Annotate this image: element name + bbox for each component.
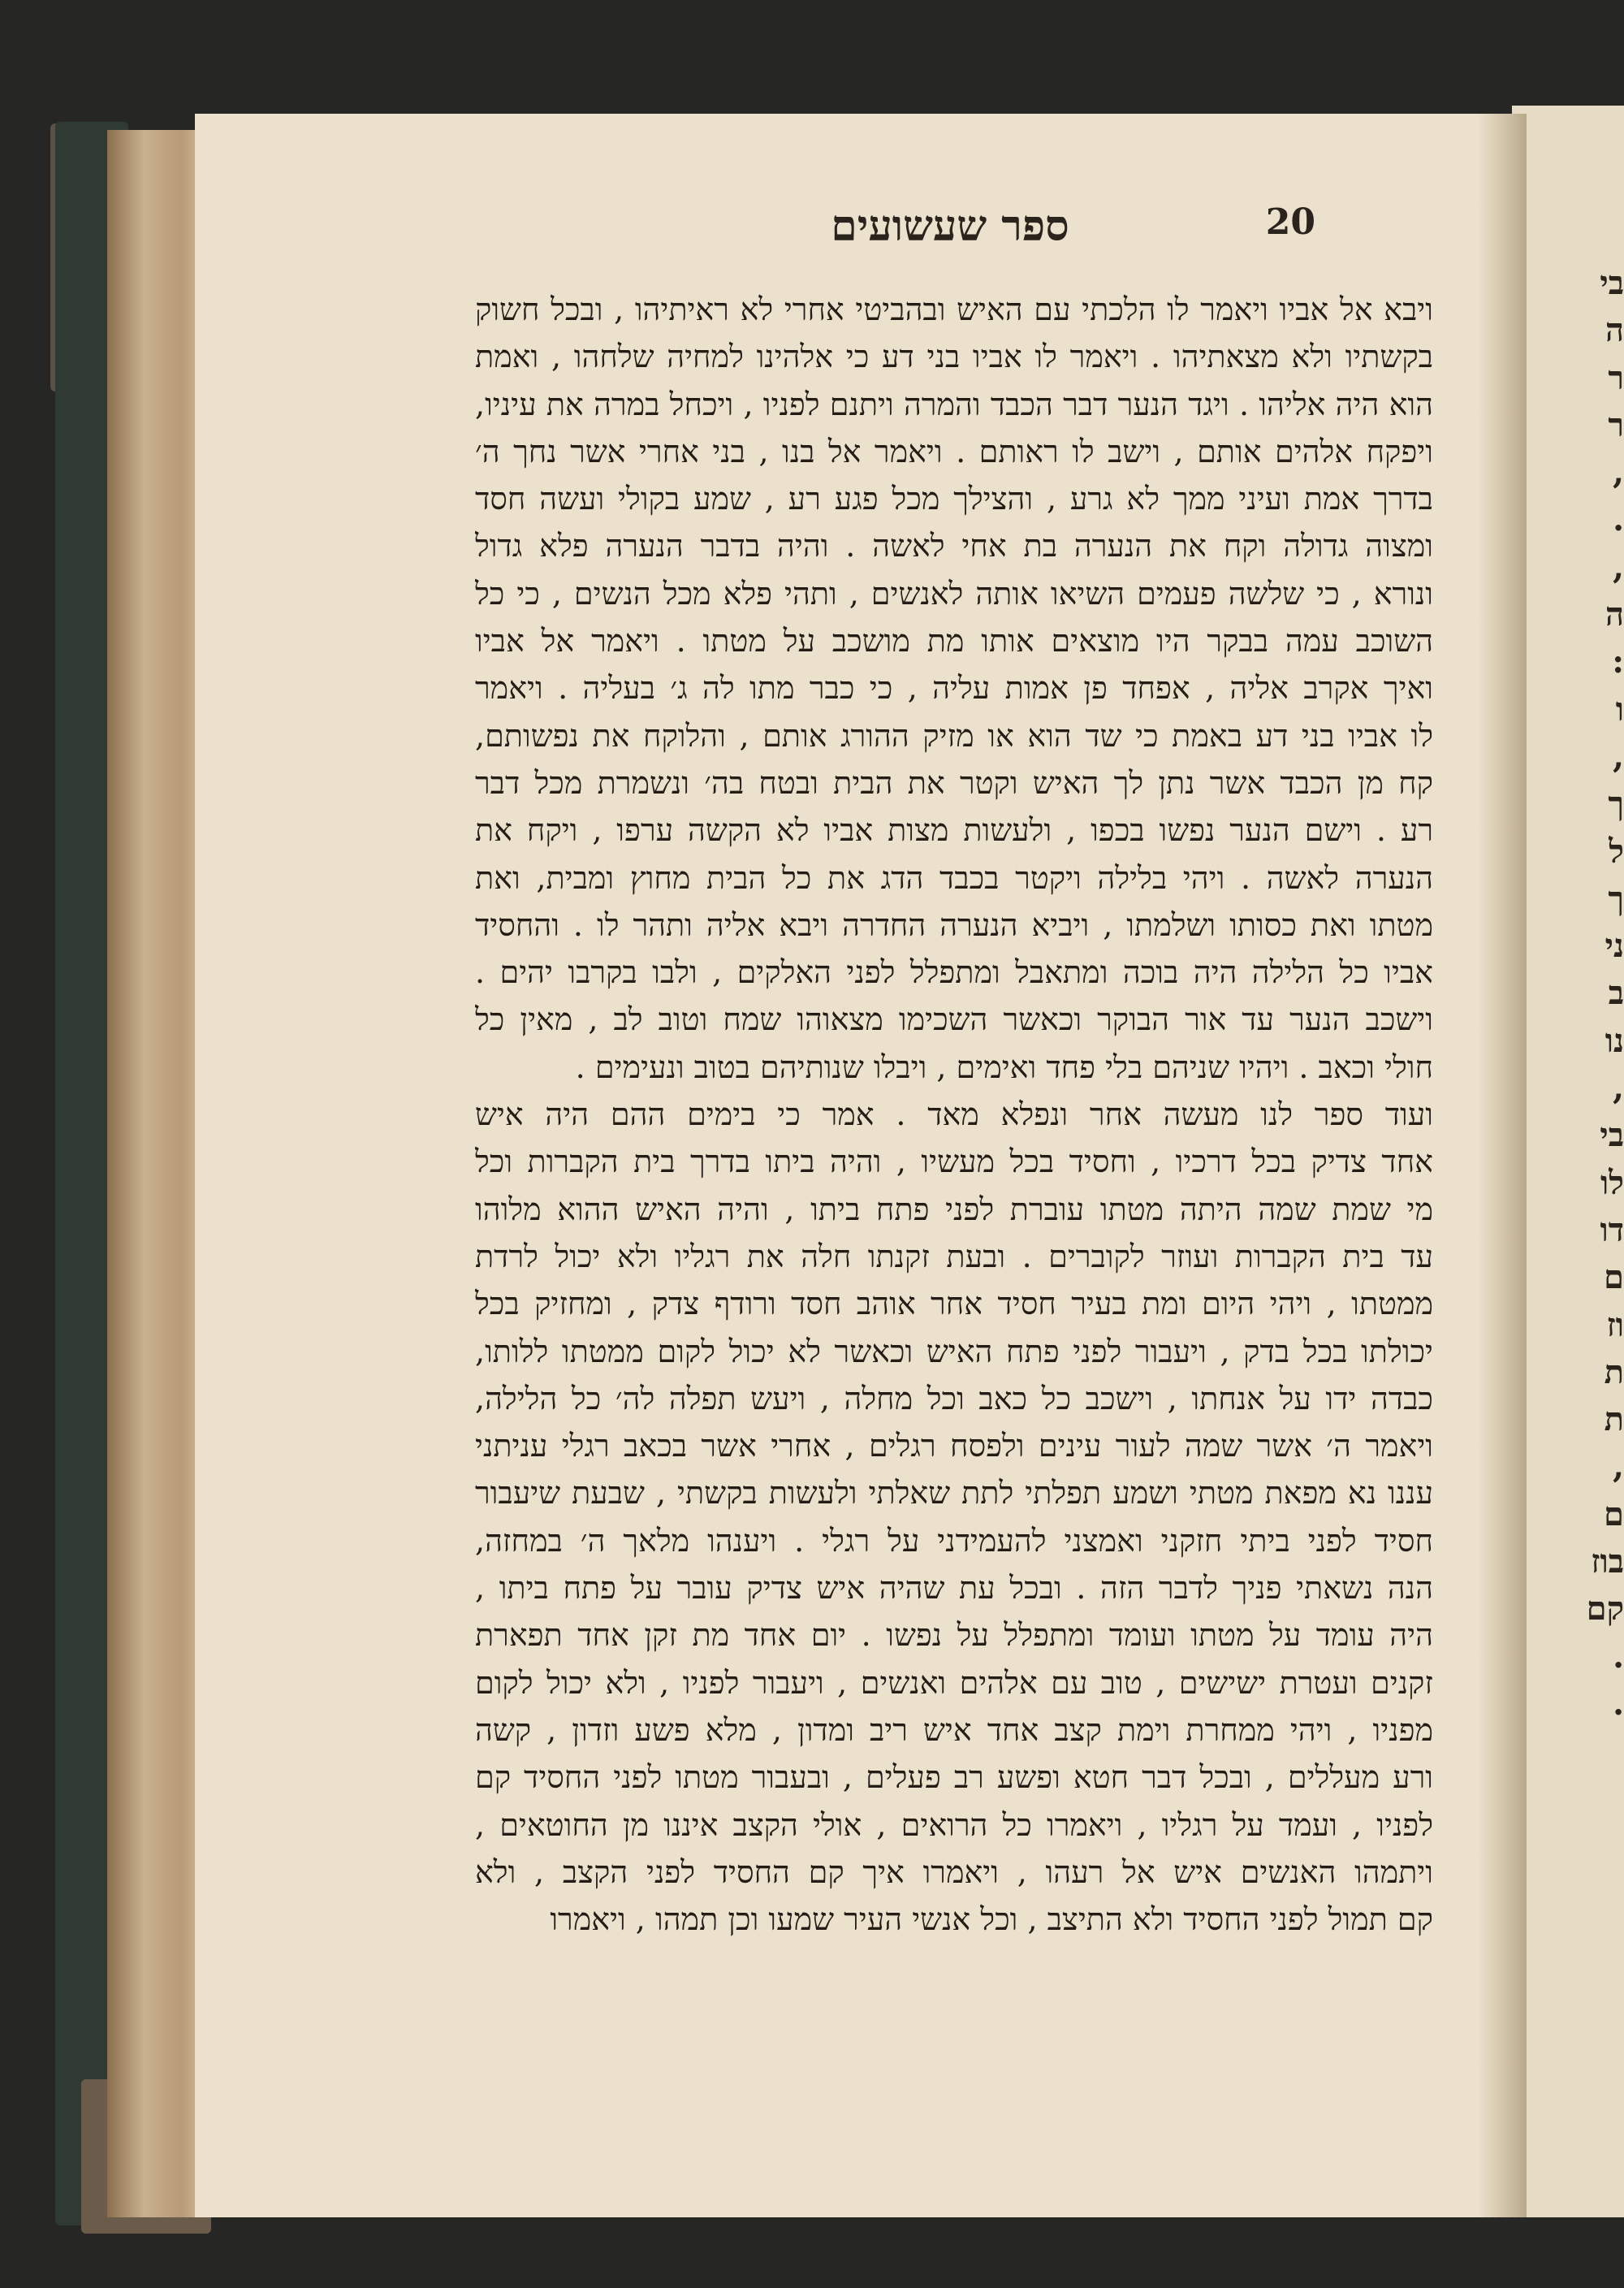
text-line: לו אביו בני דע באמת כי שד הוא או מזיק ההורג אותם , והלוקח את נפשותם, (475, 717, 1433, 754)
text-line: ממטתו , ויהי היום ומת בעיר חסיד אחר אוהב חסד ורודף צדק , ומחזיק בכל (475, 1286, 1433, 1322)
facing-page-fragment: ר (1608, 405, 1624, 444)
facing-page-fragment: . (1613, 1684, 1624, 1723)
facing-page-fragment: וז (1606, 1305, 1624, 1344)
facing-page-fragment: ה (1605, 311, 1624, 350)
text-line: רע . וישם הנער נפשו בכפו , ולעשות מצות אביו לא הקשה ערפו , ויקח את (475, 812, 1433, 849)
text-line: ועוד ספר לנו מעשה אחר ונפלא מאד . אמר כי בימים ההם היה איש (475, 1096, 1433, 1133)
facing-page-fragment: ת (1604, 1352, 1624, 1391)
text-line: לפניו , ועמד על רגליו , ויאמרו כל הרואים , אולי הקצב איננו מן החוטאים , (475, 1806, 1433, 1843)
text-line: הנה נשאתי פניך לדבר הזה . ובכל עת שהיה איש צדיק עובר על פתח ביתו , (475, 1570, 1433, 1607)
text-line: חסיד לפני ביתי חזקני ואמצני להעמידני על רגלי . ויענהו מלאך ה׳ במחזה, (475, 1522, 1433, 1559)
facing-page-fragment: ו (1615, 690, 1624, 729)
facing-page-fragment: , (1613, 453, 1624, 492)
facing-page-fragment: ם (1604, 1494, 1624, 1533)
text-line: אביו כל הלילה היה בוכה ומתאבל ומתפלל לפני האלקים , ולבו בקרבו יהים . (475, 954, 1433, 991)
text-line: מפניו , ויהי ממחרת וימת קצב אחד איש ריב ומדון , מלא פשע וזדון , קשה (475, 1711, 1433, 1748)
text-line: מטתו ואת כסותו ושלמתו , ויביא הנערה החדרה ויבא אליה ותהר לו . והחסיד (475, 906, 1433, 943)
facing-page-fragment: : (1612, 642, 1624, 681)
facing-page-fragment: , (1613, 547, 1624, 586)
facing-page-fragment: . (1613, 500, 1624, 539)
text-line: היה עומד על מטתו ועומד ומתפלל על נפשו . יום אחד מת זקן אחד תפארת (475, 1617, 1433, 1654)
facing-page-fragment: ר (1608, 358, 1624, 397)
facing-page-fragment: ך (1608, 785, 1624, 824)
facing-page-fragment: ם (1604, 1258, 1624, 1297)
text-line: הנערה לאשה . ויהי בלילה ויקטר בכבד הדג את כל הבית מחוץ ומבית, ואת (475, 859, 1433, 896)
facing-page-fragment: ה (1605, 595, 1624, 634)
text-line: ומצוה גדולה וקח את הנערה בת אחי לאשה . והיה בדבר הנערה פלא גדול (475, 528, 1433, 564)
page-gutter (1478, 114, 1527, 2217)
text-line: אחד צדיק בכל דרכיו , וחסיד בכל מעשיו , והיה ביתו בדרך בית הקברות וכל (475, 1144, 1433, 1180)
text-line: כבדה ידו על אנחתו , וישכב כל כאב וכל מחלה , ויעש תפלה לה׳ כל הלילה, (475, 1380, 1433, 1416)
text-line: עננו נא מפאת מטתי ושמע תפלתי לתת שאלתי ולעשות בקשתי , שבעת שיעבור (475, 1475, 1433, 1512)
text-line: ויבא אל אביו ויאמר לו הלכתי עם האיש ובהביטי אחרי לא ראיתיהו , ובכל חשוק (475, 292, 1433, 327)
text-line: ויתמהו האנשים איש אל רעהו , ויאמרו איך קם החסיד לפני הקצב , ולא (475, 1853, 1433, 1890)
facing-page-fragment: ת (1604, 1400, 1624, 1439)
text-line: הוא היה אליהו . ויגד הנער דבר הכבד והמרה ויתנם לפניו , ויכחל במרה את עיניו, (475, 386, 1433, 422)
text-line: ויאמר ה׳ אשר שמה לעור עינים ולפסח רגלים , אחרי אשר בכאב רגלי עניתני (475, 1428, 1433, 1464)
text-line: קם תמול לפני החסיד ולא התיצב , וכל אנשי העיר שמעו וכן תמהו , ויאמרו (550, 1901, 1433, 1938)
text-line: בדרך אמת ועיני ממך לא גרע , והצילך מכל פגע רע , שמע בקולי ועשה חסד (475, 481, 1433, 517)
facing-page-fragment: בי (1600, 264, 1624, 302)
text-line: ויפקח אלהים אותם , וישב לו ראותם . ויאמר אל בנו , בני אחרי אשר נחך ה׳ (475, 433, 1433, 469)
running-title: ספר שעשועים (831, 201, 1069, 251)
text-line: ונורא , כי שלשה פעמים השיאו אותה לאנשים , ותהי פלא מכל הנשים , כי כל (475, 575, 1433, 612)
facing-page-fragment: , (1613, 1447, 1624, 1486)
facing-page-fragment: בוז (1591, 1542, 1624, 1581)
text-line: קח מן הכבד אשר נתן לך האיש וקטר את הבית ובטח בה׳ ונשמרת מכל דבר (475, 764, 1433, 801)
facing-page-fragment: ני (1605, 927, 1624, 966)
text-line: זקנים ועטרת ישישים , טוב עם אלהים ואנשים , ויעבור לפניו , ולא יכול לקום (475, 1664, 1433, 1701)
text-line: מי שמת שמה היתה מטתו עוברת לפני פתח ביתו , והיה האיש ההוא מלוהו (475, 1191, 1433, 1227)
text-line: עד בית הקברות ועוזר לקוברים . ובעת זקנתו חלה את רגליו ולא יכול לרדת (475, 1238, 1433, 1274)
body-text (475, 286, 1433, 1943)
facing-page-fragment: , (1613, 1069, 1624, 1108)
page-header (479, 201, 1315, 266)
text-line: בקשתיו ולא מצאתיהו . ויאמר לו אביו בני דע כי אלהינו למחיה שלחהו , ואמת (475, 339, 1433, 375)
facing-page-fragment: נו (1605, 1021, 1624, 1060)
page-number: 20 (1265, 201, 1315, 243)
facing-page-fragment: ך (1608, 879, 1624, 918)
facing-page-text (1586, 260, 1624, 1728)
facing-page-fragment: , (1613, 737, 1624, 776)
text-line: יכולתו בכל בדק , ויעבור לפני פתח האיש וכאשר לא יכול לקום ממטתו ללותו, (475, 1333, 1433, 1369)
text-line: ורע מעללים , ובכל דבר חטא ופשע רב פעלים , ובעבור מטתו לפני החסיד קם (475, 1759, 1433, 1796)
text-line: ואיך אקרב אליה , אפחד פן אמות עליה , כי כבר מתו לה ג׳ בעליה . ויאמר (475, 670, 1433, 707)
text-line: וישכב הנער עד אור הבוקר וכאשר השכימו מצאוהו שמח וטוב לב , מאין כל (475, 1001, 1433, 1038)
facing-page-fragment: דו (1600, 1210, 1624, 1249)
facing-page-fragment: ב (1608, 974, 1624, 1013)
text-line: השוכב עמה בבקר היו מוצאים אותו מת מושכב על מטתו . ויאמר אל אביו (475, 623, 1433, 660)
facing-page-fragment: ל (1609, 832, 1624, 871)
facing-page-fragment: קם (1586, 1589, 1624, 1628)
facing-page-fragment: לו (1600, 1163, 1624, 1202)
facing-page-fragment: בי (1600, 1116, 1624, 1155)
text-line: חולי וכאב . ויהיו שניהם בלי פחד ואימים , ויבלו שנותיהם בטוב ונעימים . (575, 1049, 1433, 1085)
facing-page-fragment: . (1613, 1637, 1624, 1676)
